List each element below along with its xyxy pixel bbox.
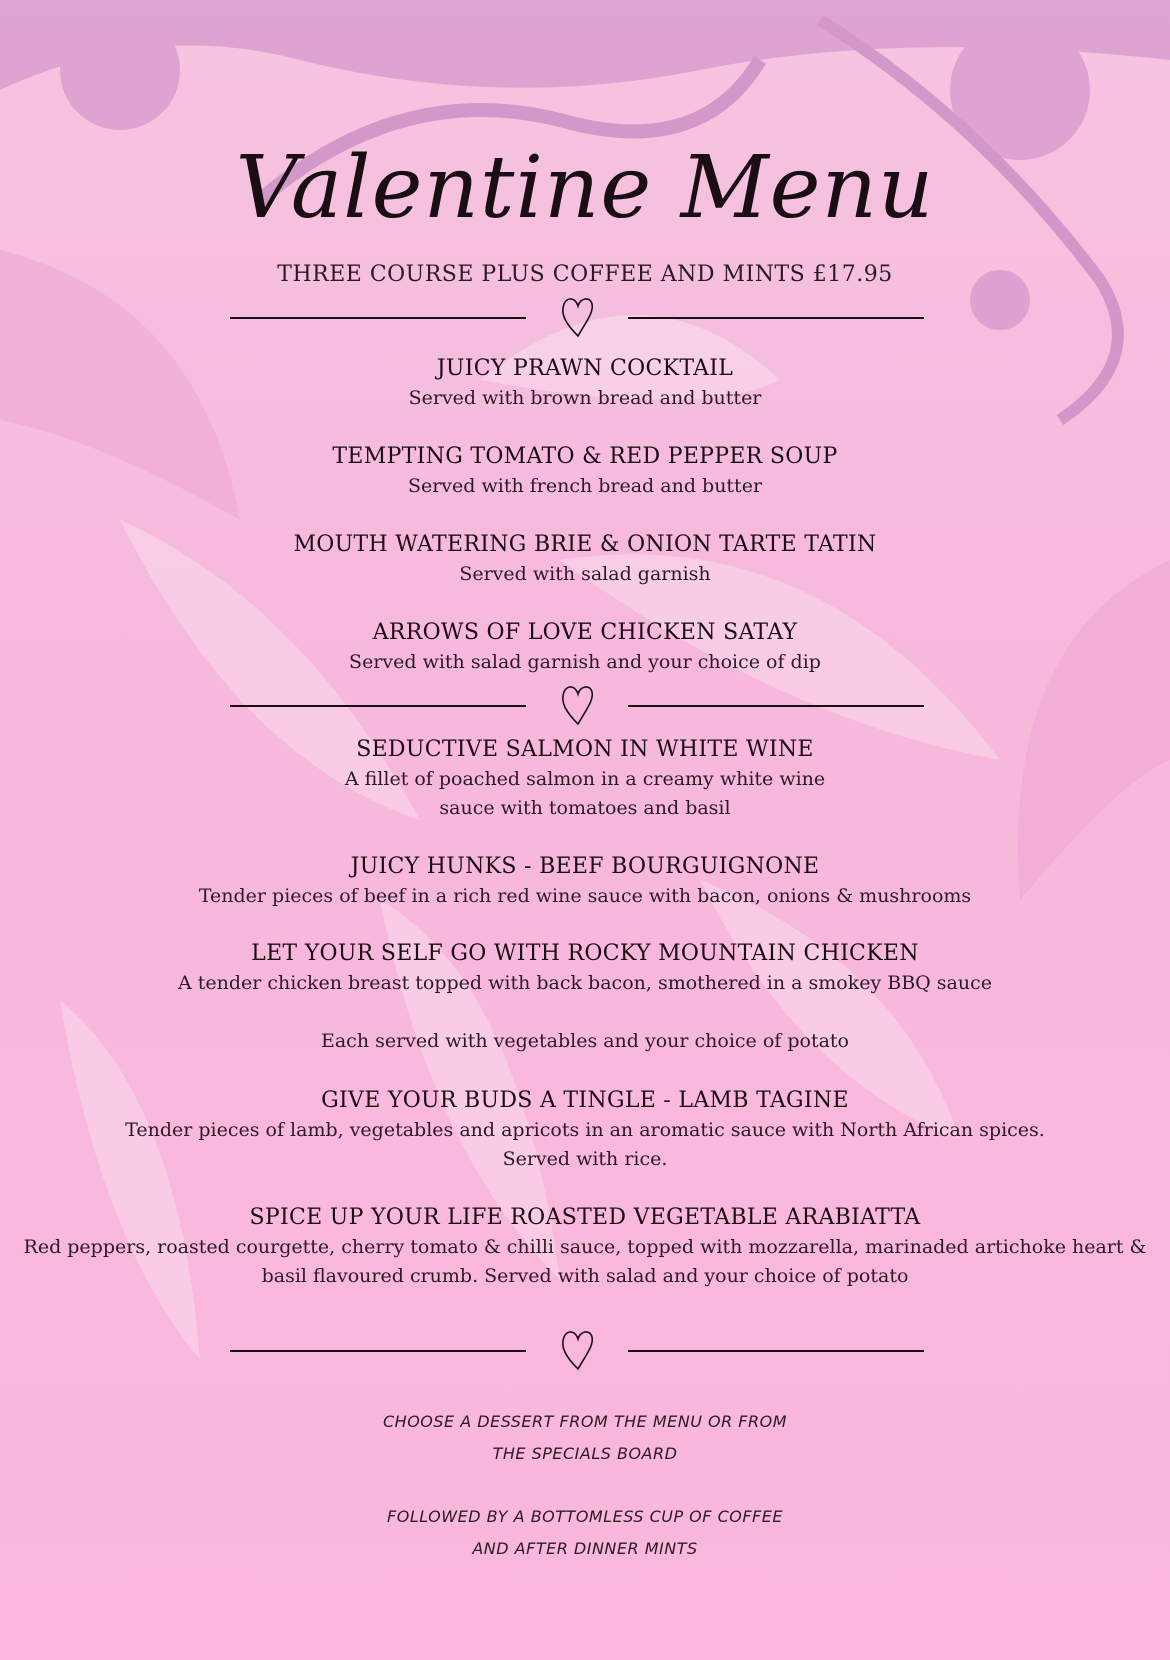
dish-description: A fillet of poached salmon in a creamy white wine xyxy=(344,768,826,790)
main-item xyxy=(20,939,1150,998)
main-item xyxy=(20,1203,1150,1291)
dish-description: A tender chicken breast topped with back bacon, smothered in a smokey BBQ sauce xyxy=(178,972,992,994)
divider-bottom xyxy=(230,1325,924,1375)
dish-name: TEMPTING TOMATO & RED PEPPER SOUP xyxy=(332,444,838,469)
starter-item xyxy=(20,354,1150,413)
dish-description: Served with rice. xyxy=(502,1148,668,1170)
footer-line: AND AFTER DINNER MINTS xyxy=(472,1539,698,1558)
dish-name: MOUTH WATERING BRIE & ONION TARTE TATIN xyxy=(293,532,877,557)
dessert-note xyxy=(0,1406,1170,1470)
main-item xyxy=(20,735,1150,823)
main-item xyxy=(20,1086,1150,1174)
mains-note: Each served with vegetables and your choice of potato xyxy=(320,1030,849,1052)
starter-item xyxy=(20,618,1150,677)
divider-line-right xyxy=(628,1350,924,1352)
main-item xyxy=(20,852,1150,911)
divider-middle xyxy=(230,680,924,730)
footer-line: THE SPECIALS BOARD xyxy=(492,1444,678,1463)
menu-subtitle-price: THREE COURSE PLUS COFFEE AND MINTS £17.95 xyxy=(277,262,893,287)
dish-description: basil flavoured crumb. Served with salad and your choice of potato xyxy=(261,1265,909,1287)
heart-icon xyxy=(558,1325,598,1375)
divider-top xyxy=(230,292,924,342)
dish-description: Red peppers, roasted courgette, cherry tomato & chilli sauce, topped with mozzarella, marinaded artichoke heart & xyxy=(23,1236,1147,1258)
dish-description: Served with brown bread and butter xyxy=(408,387,762,409)
divider-line-right xyxy=(628,705,924,707)
dish-name: JUICY HUNKS - BEEF BOURGUIGNONE xyxy=(350,854,820,879)
heart-icon xyxy=(558,680,598,730)
divider-line-left xyxy=(230,705,526,707)
dish-description: Served with salad garnish xyxy=(459,563,711,585)
footer-line: FOLLOWED BY A BOTTOMLESS CUP OF COFFEE xyxy=(387,1507,783,1526)
dish-name: JUICY PRAWN COCKTAIL xyxy=(436,356,734,381)
heart-icon xyxy=(558,292,598,342)
starter-item xyxy=(20,530,1150,589)
divider-line-left xyxy=(230,317,526,319)
dish-description: sauce with tomatoes and basil xyxy=(439,797,731,819)
footer-line: CHOOSE A DESSERT FROM THE MENU OR FROM xyxy=(382,1412,788,1431)
dish-name: LET YOUR SELF GO WITH ROCKY MOUNTAIN CHICKEN xyxy=(251,941,919,966)
divider-line-right xyxy=(628,317,924,319)
dish-description: Served with salad garnish and your choice of dip xyxy=(349,651,821,673)
divider-line-left xyxy=(230,1350,526,1352)
menu-title: Valentine Menu xyxy=(235,138,935,238)
dish-name: SEDUCTIVE SALMON IN WHITE WINE xyxy=(356,737,814,762)
dish-description: Served with french bread and butter xyxy=(407,475,763,497)
dish-description: Tender pieces of lamb, vegetables and apricots in an aromatic sauce with North African spices. xyxy=(125,1119,1045,1141)
coffee-note xyxy=(0,1501,1170,1565)
dish-name: SPICE UP YOUR LIFE ROASTED VEGETABLE ARABIATTA xyxy=(249,1205,921,1230)
dish-description: Tender pieces of beef in a rich red wine sauce with bacon, onions & mushrooms xyxy=(198,885,972,907)
starter-item xyxy=(20,442,1150,501)
dish-name: ARROWS OF LOVE CHICKEN SATAY xyxy=(372,620,798,645)
dish-name: GIVE YOUR BUDS A TINGLE - LAMB TAGINE xyxy=(321,1088,849,1113)
